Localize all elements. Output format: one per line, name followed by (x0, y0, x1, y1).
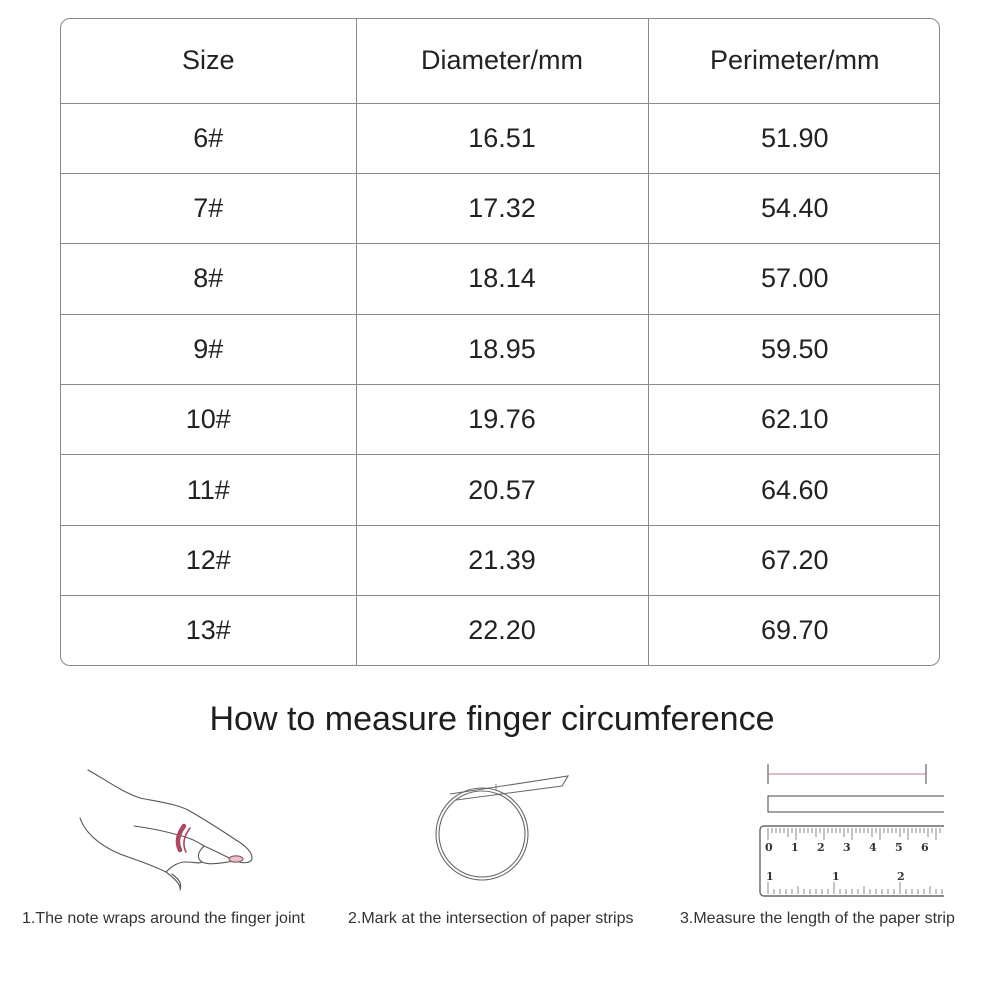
cell-size: 13# (61, 596, 356, 665)
table-row (61, 173, 940, 243)
header-perimeter: Perimeter/mm (648, 19, 940, 103)
ruler-mark-top: 0 (765, 841, 773, 854)
ruler-mark-bottom: 2 (897, 870, 905, 883)
cell-size: 12# (61, 525, 356, 595)
cell-perimeter: 69.70 (648, 596, 940, 665)
ruler-mark-top: 6 (921, 841, 929, 854)
paper-loop-icon (430, 772, 576, 884)
table-row (61, 244, 940, 314)
ruler-mark-top: 1 (791, 841, 799, 854)
table-row (61, 385, 940, 455)
table-row (61, 596, 940, 665)
ruler-mark-top: 3 (843, 841, 851, 854)
ruler-mark-top: 4 (869, 841, 877, 854)
ruler-mark-top: 2 (817, 841, 825, 854)
cell-size: 6# (61, 103, 356, 173)
cell-perimeter: 67.20 (648, 525, 940, 595)
measure-section-title: How to measure finger circumference (209, 700, 775, 738)
ruler-mark-top: 5 (895, 841, 903, 854)
cell-size: 11# (61, 455, 356, 525)
cell-perimeter: 54.40 (648, 173, 940, 243)
cell-size: 8# (61, 244, 356, 314)
ruler-mark-bottom: 1 (766, 870, 774, 883)
cell-diameter: 16.51 (356, 103, 648, 173)
cell-perimeter: 62.10 (648, 385, 940, 455)
size-chart (61, 19, 940, 665)
table-row (61, 314, 940, 384)
cell-diameter: 20.57 (356, 455, 648, 525)
step-1-caption: 1.The note wraps around the finger joint (22, 910, 305, 927)
header-diameter: Diameter/mm (356, 19, 648, 103)
ring-size-table (60, 18, 940, 666)
table-row (61, 455, 940, 525)
cell-perimeter: 51.90 (648, 103, 940, 173)
cell-perimeter: 64.60 (648, 455, 940, 525)
cell-diameter: 17.32 (356, 173, 648, 243)
table-row (61, 103, 940, 173)
cell-size: 10# (61, 385, 356, 455)
cell-perimeter: 59.50 (648, 314, 940, 384)
step-3-caption: 3.Measure the length of the paper strip (680, 910, 955, 927)
table-header-row (61, 19, 940, 103)
ruler-mark-bottom: 1 (832, 870, 840, 883)
header-size: Size (61, 19, 356, 103)
cell-diameter: 18.95 (356, 314, 648, 384)
cell-size: 7# (61, 173, 356, 243)
cell-perimeter: 57.00 (648, 244, 940, 314)
cell-size: 9# (61, 314, 356, 384)
cell-diameter: 18.14 (356, 244, 648, 314)
table-row (61, 525, 940, 595)
cell-diameter: 19.76 (356, 385, 648, 455)
cell-diameter: 22.20 (356, 596, 648, 665)
cell-diameter: 21.39 (356, 525, 648, 595)
hand-with-ring-icon (76, 766, 262, 892)
ruler-strip-icon (754, 760, 944, 900)
step-2-caption: 2.Mark at the intersection of paper strips (348, 910, 634, 927)
